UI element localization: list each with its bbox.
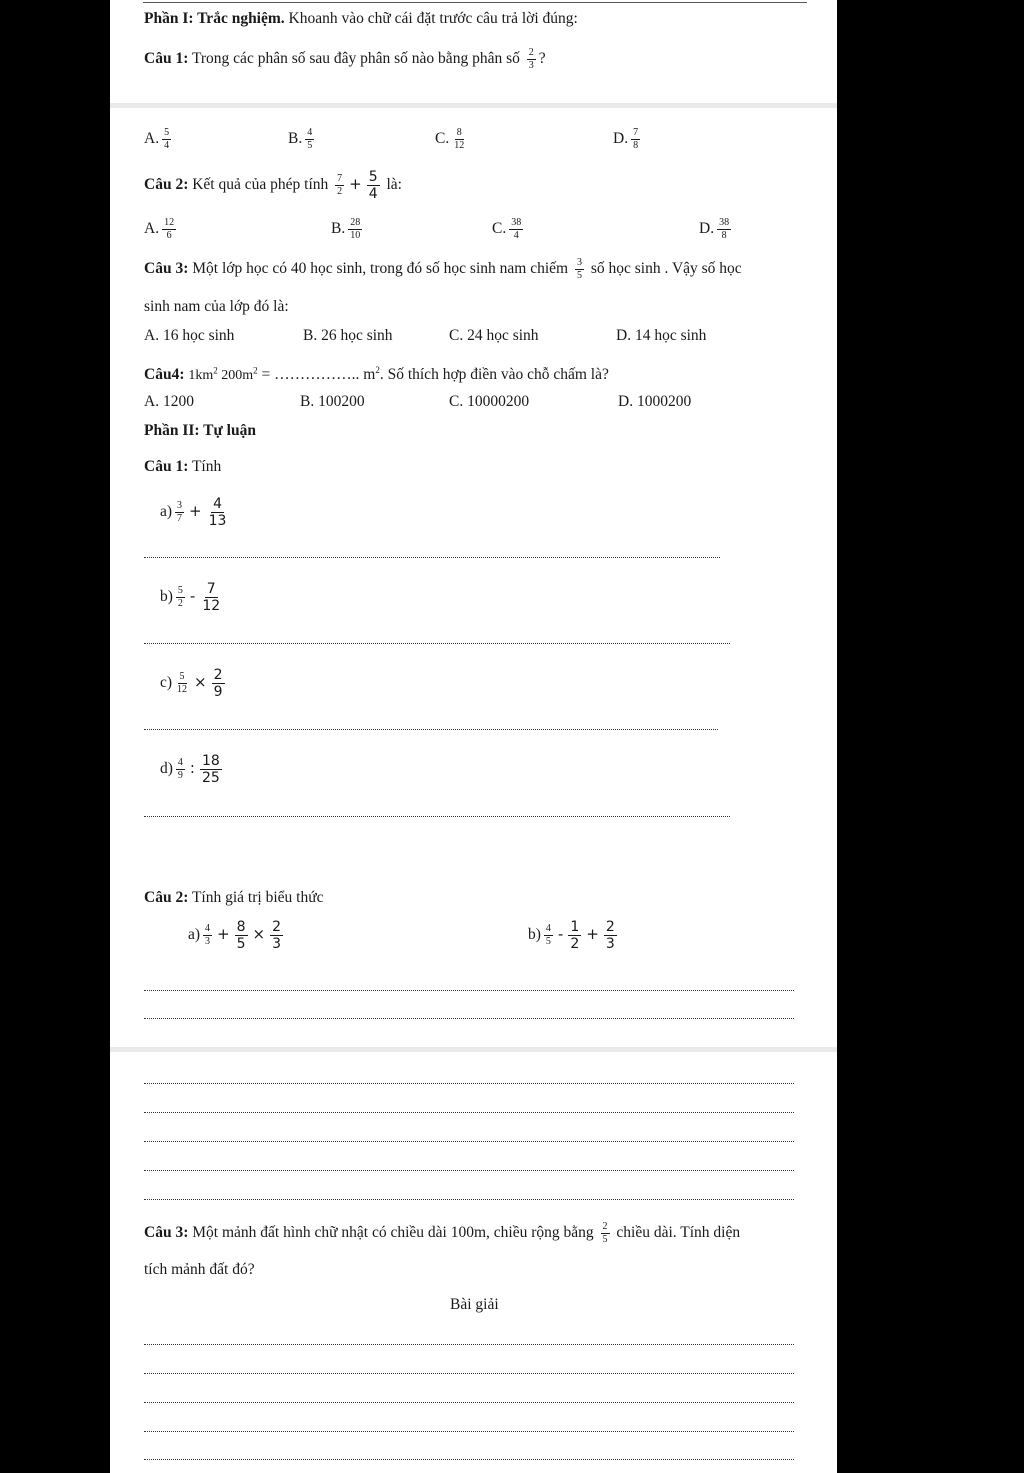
q3-option-d: D. 14 học sinh: [616, 327, 707, 344]
q3-stem-line2: sinh nam của lớp đó là:: [144, 298, 289, 315]
part1-instruction: Khoanh vào chữ cái đặt trước câu trả lời đúng:: [288, 10, 578, 27]
page-break: [110, 1047, 837, 1052]
solution-heading: Bài giải: [450, 1296, 499, 1313]
q1-option-c: C. $\frac{8}{12}$: [435, 127, 465, 151]
answer-line: [144, 643, 730, 644]
part1-title: Phần I: Trắc nghiệm.: [144, 10, 285, 27]
q1-stem: Câu 1: Trong các phân số sau đây phân số nào bằng phân số $\frac{2}{3}$ ?: [144, 47, 546, 71]
answer-line: [144, 1112, 794, 1113]
q4-stem: Câu4: $1km^2$ $200m^2$ = …………….. $m^2$. Số thích hợp điền vào chỗ chấm là?: [144, 365, 609, 384]
answer-line: [144, 1141, 794, 1142]
q4-option-b: B. 100200: [300, 393, 365, 410]
q3-option-a: A. 16 học sinh: [144, 327, 235, 344]
answer-line: [144, 1083, 794, 1084]
page-break: [110, 103, 837, 108]
answer-line: [144, 1018, 794, 1019]
answer-line: [144, 1199, 794, 1200]
p2q2-item-a: a) $\frac{4}{3}$ + $\frac{8}{5}$ × $\frac{2}{3}$: [188, 919, 282, 952]
q1-option-a: A. $\frac{5}{4}$: [144, 127, 170, 151]
q1-text: Trong các phân số sau đây phân số nào bằng phân số: [191, 50, 520, 68]
q2-option-c: C. $\frac{38}{4}$: [492, 217, 522, 241]
p2q2-label: Câu 2:: [144, 889, 189, 906]
q4-option-d: D. 1000200: [618, 393, 692, 410]
q3-label: Câu 3:: [144, 260, 189, 278]
p2q1-stem: Câu 1: Tính: [144, 458, 222, 475]
answer-line: [144, 990, 794, 991]
answer-line: [144, 1402, 794, 1403]
q1-option-b: B. $\frac{4}{5}$: [288, 127, 313, 151]
answer-line: [144, 729, 718, 730]
q3-stem: Câu 3: Một lớp học có 40 học sinh, trong đó số học sinh nam chiếm $\frac{3}{5}$ số học sinh . Vậy số học: [144, 257, 742, 281]
q2-option-d: D. $\frac{38}{8}$: [699, 217, 730, 241]
q3-option-b: B. 26 học sinh: [303, 327, 393, 344]
part2-header: Phần II: Tự luận: [144, 422, 256, 439]
p2q3-stem-line2: tích mảnh đất đó?: [144, 1261, 255, 1278]
answer-line: [144, 557, 720, 558]
q1-option-d: D. $\frac{7}{8}$: [613, 127, 639, 151]
answer-line: [144, 1431, 794, 1432]
q2-option-a: A. $\frac{12}{6}$: [144, 217, 175, 241]
p2q1-item-d: d) $\frac{4}{9}$ : $\frac{18}{25}$: [160, 753, 220, 786]
q2-text: Kết quả của phép tính: [192, 176, 329, 194]
q2-option-b: B. $\frac{28}{10}$: [331, 217, 361, 241]
q4-option-a: A. 1200: [144, 393, 194, 410]
q3-option-c: C. 24 học sinh: [449, 327, 539, 344]
answer-line: [144, 1170, 794, 1171]
answer-line: [144, 1459, 794, 1460]
p2q1-item-b: b) $\frac{5}{2}$ - $\frac{7}{12}$: [160, 581, 221, 614]
q2-label: Câu 2:: [144, 176, 189, 194]
p2q2-stem: Câu 2: Tính giá trị biểu thức: [144, 889, 324, 906]
worksheet-page: [110, 0, 837, 1473]
q1-fraction: $\frac{2}{3}$: [528, 47, 534, 71]
part1-header: [144, 10, 578, 29]
answer-line: [144, 816, 730, 817]
q4-option-c: C. 10000200: [449, 393, 530, 410]
q2-stem: Câu 2: Kết quả của phép tính $\frac{7}{2}$ + $\frac{5}{4}$ là:: [144, 169, 402, 202]
top-rule: [143, 2, 807, 3]
p2q1-label: Câu 1:: [144, 458, 189, 475]
p2q3-stem: Câu 3: Một mảnh đất hình chữ nhật có chiều dài 100m, chiều rộng bằng $\frac{2}{5}$ chiều dài. Tính diện: [144, 1221, 741, 1245]
answer-line: [144, 1344, 794, 1345]
answer-line: [144, 1373, 794, 1374]
p2q3-label: Câu 3:: [144, 1224, 189, 1242]
q1-label: Câu 1:: [144, 50, 189, 68]
p2q1-item-c: c) $\frac{5}{12}$ × $\frac{2}{9}$: [160, 667, 223, 700]
p2q2-item-b: b) $\frac{4}{5}$ - $\frac{1}{2}$ + $\frac{2}{3}$: [528, 919, 615, 952]
p2q1-item-a: a) $\frac{3}{7}$ + $\frac{4}{13}$: [160, 496, 227, 529]
q4-label: Câu4:: [144, 366, 185, 384]
